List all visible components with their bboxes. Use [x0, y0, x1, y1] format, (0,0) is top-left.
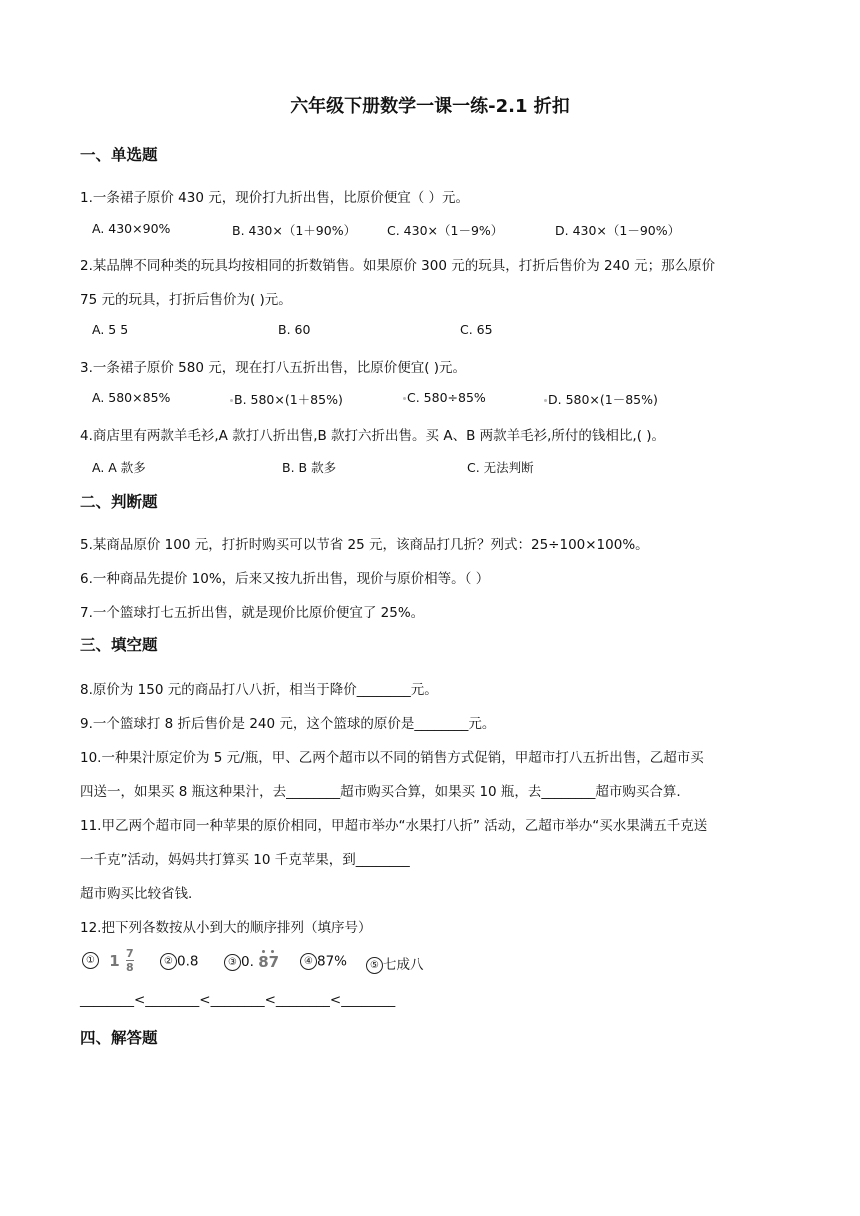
- section-heading-single-choice: 一、单选题: [80, 146, 158, 164]
- q12-item-3-prefix: 0.: [241, 954, 254, 970]
- q12-answer-line: ________<________<________<________<________: [80, 992, 396, 1008]
- section-heading-judgment: 二、判断题: [80, 493, 158, 511]
- section-heading-solution: 四、解答题: [80, 1029, 158, 1047]
- question-11-line-3: 超市购买比较省钱.: [80, 886, 193, 902]
- q3-option-b-label: B. 580×(1＋85%): [234, 392, 343, 407]
- bullet-dot-icon: [403, 397, 406, 400]
- q4-option-a: A. A 款多: [92, 460, 146, 475]
- q3-option-d-label: D. 580×(1－85%): [548, 392, 658, 407]
- question-3: 3.一条裙子原价 580 元，现在打八五折出售，比原价便宜( )元。: [80, 360, 467, 376]
- question-6: 6.一种商品先提价 10%，后来又按九折出售，现价与原价相等。（ ）: [80, 571, 490, 587]
- question-2-line-2: 75 元的玩具，打折后售价为( )元。: [80, 292, 292, 308]
- q12-item-2: [160, 953, 198, 970]
- q2-option-c: C. 65: [460, 322, 493, 337]
- q2-option-a: A. 5 5: [92, 322, 129, 337]
- q3-option-c: [403, 390, 486, 405]
- q1-option-a: A. 430×90%: [92, 221, 171, 236]
- fraction-denominator: 8: [126, 961, 134, 974]
- question-2-line-1: 2.某品牌不同种类的玩具均按相同的折数销售。如果原价 300 元的玩具，打折后售价为 240 元；那么原价: [80, 258, 716, 274]
- q4-option-b: B. B 款多: [282, 460, 337, 475]
- repeating-decimal: [258, 953, 279, 971]
- bullet-dot-icon: [544, 399, 547, 402]
- circled-number-2: ②: [160, 953, 177, 970]
- q4-option-c: C. 无法判断: [467, 460, 534, 475]
- question-4: 4.商店里有两款羊毛衫,A 款打八折出售,B 款打六折出售。买 A、B 两款羊毛衫,所付的钱相比,( )。: [80, 428, 666, 444]
- q2-option-b: B. 60: [278, 322, 311, 337]
- q1-option-b: B. 430×（1＋90%）: [232, 223, 357, 238]
- circled-number-5: ⑤: [366, 957, 383, 974]
- q3-option-b: [230, 390, 343, 408]
- circled-number-1: ①: [82, 952, 99, 969]
- q3-option-a: A. 580×85%: [92, 390, 171, 405]
- repeating-digits: 87: [258, 953, 280, 971]
- question-10-line-2: 四送一，如果买 8 瓶这种果汁，去________超市购买合算，如果买 10 瓶，去________超市购买合算.: [80, 784, 681, 800]
- circled-number-3: ③: [224, 954, 241, 971]
- fraction: [126, 948, 134, 973]
- question-1: 1.一条裙子原价 430 元，现价打九折出售，比原价便宜（ ）元。: [80, 190, 470, 206]
- q3-option-d: [544, 390, 658, 408]
- mixed-number-integer: 1: [109, 951, 120, 970]
- question-5: 5.某商品原价 100 元，打折时购买可以节省 25 元，该商品打几折？列式：25÷100×100%。: [80, 537, 649, 553]
- question-8: 8.原价为 150 元的商品打八八折，相当于降价________元。: [80, 682, 438, 698]
- q3-option-c-label: C. 580÷85%: [407, 390, 486, 405]
- question-12: 12.把下列各数按从小到大的顺序排列（填序号）: [80, 920, 372, 936]
- question-11-line-1: 11.甲乙两个超市同一种苹果的原价相同，甲超市举办“水果打八折” 活动，乙超市举办“买水果满五千克送: [80, 818, 708, 834]
- fraction-numerator: 7: [126, 947, 134, 960]
- question-7: 7.一个篮球打七五折出售，就是现价比原价便宜了 25%。: [80, 605, 425, 621]
- q1-option-c: C. 430×（1－9%）: [387, 223, 504, 238]
- question-9: 9.一个篮球打 8 折后售价是 240 元，这个篮球的原价是________元。: [80, 716, 496, 732]
- q12-item-5: [366, 953, 424, 974]
- q12-item-1: [82, 948, 134, 973]
- circled-number-4: ④: [300, 953, 317, 970]
- q1-option-d: D. 430×（1－90%）: [555, 223, 681, 238]
- section-heading-fill-in: 三、填空题: [80, 636, 158, 654]
- page-title: 六年级下册数学一课一练-2.1 折扣: [290, 96, 570, 117]
- q12-item-4-value: 87%: [317, 953, 348, 970]
- q12-item-4: [300, 953, 347, 970]
- q12-item-3: [224, 953, 279, 971]
- question-10-line-1: 10.一种果汁原定价为 5 元/瓶，甲、乙两个超市以不同的销售方式促销，甲超市打八五折出售，乙超市买: [80, 750, 704, 766]
- q12-item-2-value: 0.8: [177, 953, 199, 970]
- bullet-dot-icon: [230, 399, 233, 402]
- question-11-line-2: 一千克”活动，妈妈共打算买 10 千克苹果，到________: [80, 852, 410, 868]
- q12-item-5-value: 七成八: [383, 957, 424, 973]
